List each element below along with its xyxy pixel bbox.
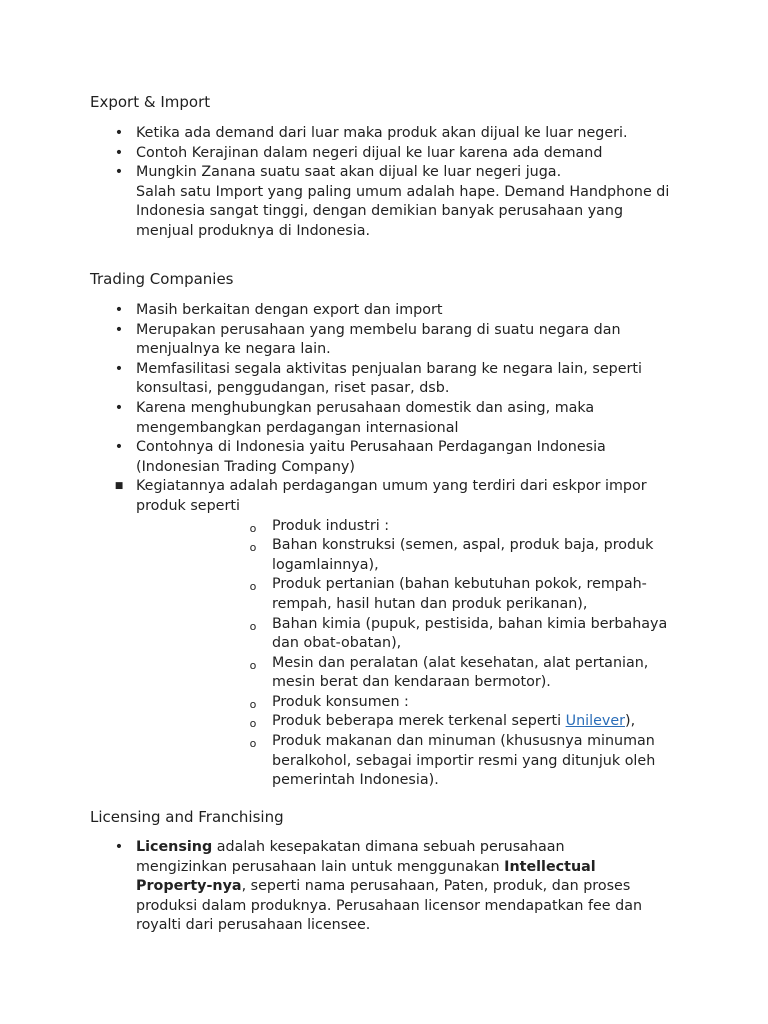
trading-list [90, 301, 680, 791]
bullet-icon: • [114, 125, 124, 141]
bullet-icon: • [114, 399, 124, 416]
square-bullet-icon: ■ [114, 481, 124, 492]
licensing-list [90, 838, 650, 936]
list-item: • Merupakan perusahaan yang membelu barang di suatu negara dan menjualnya ke negara lain. [90, 321, 680, 360]
bullet-icon: • [114, 321, 124, 338]
bullet-icon: • [114, 164, 124, 181]
sub-list-item: o Mesin dan peralatan (alat kesehatan, alat pertanian, mesin berat dan kendaraan bermotor). [249, 654, 649, 691]
list-item: • Karena menghubungkan perusahaan domestik dan asing, maka mengembangkan perdagangan internasional [90, 399, 680, 438]
list-item: • Ketika ada demand dari luar maka produk akan dijual ke luar negeri. [90, 124, 680, 144]
sub-list-item: o Produk pertanian (bahan kebutuhan pokok, rempah-rempah, hasil hutan dan produk perikanan), [249, 576, 647, 612]
circle-bullet-icon: o [249, 697, 257, 711]
sub-list-item: o Produk makanan dan minuman (khususnya minuman beralkohol, sebagai importir resmi yang ditunjuk oleh pemerintah Indonesia). [249, 733, 656, 789]
term-intellectual-property: Intellectual Property-nya [136, 858, 596, 895]
term-licensing: Licensing [136, 839, 213, 855]
list-item: • Memfasilitasi segala aktivitas penjualan barang ke negara lain, seperti konsultasi, penggudangan, riset pasar, dsb. [90, 360, 680, 399]
bullet-icon: • [114, 144, 124, 161]
bullet-icon: • [114, 839, 124, 855]
bullet-icon: • [114, 360, 124, 377]
export-import-list [90, 124, 680, 242]
list-item: • Mungkin Zanana suatu saat akan dijual ke luar negeri juga. Salah satu Import yang paling umum adalah hape. Demand Handphone di Indonesia sangat tinggi, dengan demikian banyak perusahaan yang menjual produknya di Indonesia. [90, 163, 680, 241]
sub-list-item: o Produk industri : [226, 517, 686, 537]
circle-bullet-icon: o [249, 737, 257, 751]
list-item: • Contoh Kerajinan dalam negeri dijual ke luar karena ada demand [90, 144, 680, 164]
list-item: • Licensing adalah kesepakatan dimana sebuah perusahaan mengizinkan perusahaan lain untuk menggunakan Intellectual Property-nya, seperti nama perusahaan, Paten, produk, dan proses produksi dalam produknya. Perusahaan licensor mendapatkan fee dan royalti dari perusahaan licensee. [90, 838, 650, 936]
circle-bullet-icon: o [249, 521, 257, 535]
sub-list-item: o Bahan konstruksi (semen, aspal, produk baja, produk logamlainnya), [249, 537, 654, 573]
section-heading-trading: Trading Companies [90, 270, 234, 288]
list-item: ■ Kegiatannya adalah perdagangan umum yang terdiri dari eskpor impor produk seperti o Produk industri : o Bahan konstruksi (semen, aspal, produk baja, produk logamlainnya), o Produk pertanian (bahan kebutuhan pokok, rempah-rempah, hasil hutan dan produk perikanan), o Bahan kimia (pupuk, pestisida, bahan kimia berbahaya dan obat-obatan), o Mesin dan peralatan (alat kesehatan, alat pertanian, mesin berat dan kendaraan bermotor). o Produk konsumen : o Produk beberapa merek terkenal seperti Unilever), o Produk makanan dan minuman (khususnya minuman beralkohol, sebagai importir resmi yang ditunjuk oleh pemerintah Indonesia). [90, 477, 680, 791]
circle-bullet-icon: o [249, 658, 257, 672]
circle-bullet-icon: o [249, 619, 257, 633]
sub-list-item: o Produk beberapa merek terkenal seperti Unilever), [226, 712, 686, 732]
bullet-icon: • [114, 439, 124, 456]
sub-list-item: o Produk konsumen : [226, 693, 686, 713]
circle-bullet-icon: o [249, 580, 257, 594]
sub-list-item: o Bahan kimia (pupuk, pestisida, bahan kimia berbahaya dan obat-obatan), [249, 615, 668, 652]
unilever-link[interactable]: Unilever [565, 713, 626, 730]
section-heading-export-import: Export & Import [90, 93, 211, 111]
circle-bullet-icon: o [249, 717, 257, 731]
list-item: • Masih berkaitan dengan export dan import [90, 301, 680, 321]
circle-bullet-icon: o [249, 541, 257, 555]
section-heading-licensing: Licensing and Franchising [90, 808, 284, 826]
list-item: • Contohnya di Indonesia yaitu Perusahaan Perdagangan Indonesia (Indonesian Trading Company) [90, 438, 680, 477]
bullet-icon: • [114, 302, 124, 318]
trading-sublist [226, 517, 686, 791]
